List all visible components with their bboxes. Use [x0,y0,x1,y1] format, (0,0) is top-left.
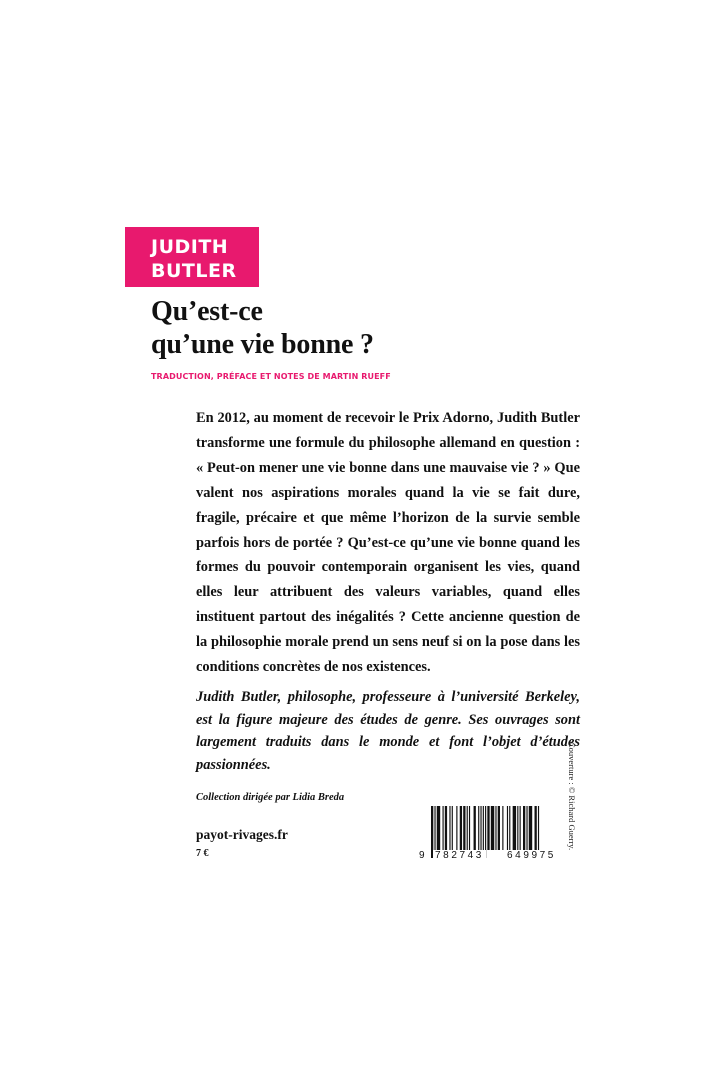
barcode-bar [498,806,500,850]
barcode-bar [513,806,516,850]
barcode-bar [437,806,440,850]
barcode-bar [509,806,510,850]
barcode-bar [517,806,518,850]
book-title-line-2: qu’une vie bonne ? [151,329,374,360]
book-summary: En 2012, au moment de recevoir le Prix Adorno, Judith Butler transforme une formule du philosophe allemand en question : « Peut-on mener une vie bonne dans une mauvaise vie ? » Que valent nos aspirations morales quand la vie se fait dure, fragile, précaire et que même l’horizon de la survie semble parfois hors de portée ? Qu’est-ce qu’une vie bonne quand les formes du pouvoir contemporain organisent les vies, quand elles leur attribuent des valeurs variables, quand elles instituent partout des inégalités ? Cette ancienne question de la philosophie morale prend un sens neuf si on la pose dans les conditions concrètes de nos existences. [196,410,580,676]
barcode-bar [491,806,494,850]
barcode-digit-group-right: 649975 [507,850,556,861]
barcode-first-digit: 9 [419,850,425,861]
author-name-box [125,227,259,287]
barcode-bar [467,806,468,850]
barcode-bar [520,806,521,850]
barcode-bar [529,806,532,850]
barcode-bar [445,806,447,850]
author-last-name: BUTLER [151,260,237,282]
barcode-bar [469,806,470,850]
translation-credit: TRADUCTION, PRÉFACE ET NOTES DE MARTIN RUEFF [151,372,391,381]
barcode-bar [463,806,465,850]
barcode-bar [502,806,503,850]
barcode-bar [507,806,508,850]
barcode-bar [535,806,537,850]
barcode-bar [478,806,479,850]
barcode-bar [452,806,453,850]
publisher-website: payot-rivages.fr [196,827,288,842]
barcode-bar [434,806,435,850]
barcode-bar [487,806,489,850]
barcode-bar [526,806,527,850]
barcode-digit-group-left: 782743 [435,850,484,861]
book-title [151,295,374,361]
collection-editor: Collection dirigée par Lidia Breda [196,792,345,803]
barcode-bar [523,806,525,850]
barcode-bar [460,806,462,850]
author-bio: Judith Butler, philosophe, professeure à l’université Berkeley, est la figure majeure des études de genre. Ses ouvrages sont largement traduits dans le monde et font l’objet d’études passionnées. [196,689,580,773]
cover-credit: Couverture : © Richard Guerry. [567,742,577,851]
barcode-bar [443,806,444,850]
barcode-bar [456,806,457,850]
author-first-name: JUDITH [151,236,229,258]
price-label: 7 € [196,848,209,859]
isbn-barcode [419,806,577,862]
barcode-bar [495,806,496,850]
book-title-line-1: Qu’est-ce [151,296,263,327]
barcode-bar [449,806,450,850]
barcode-bar [474,806,476,850]
barcode-bar [480,806,481,850]
